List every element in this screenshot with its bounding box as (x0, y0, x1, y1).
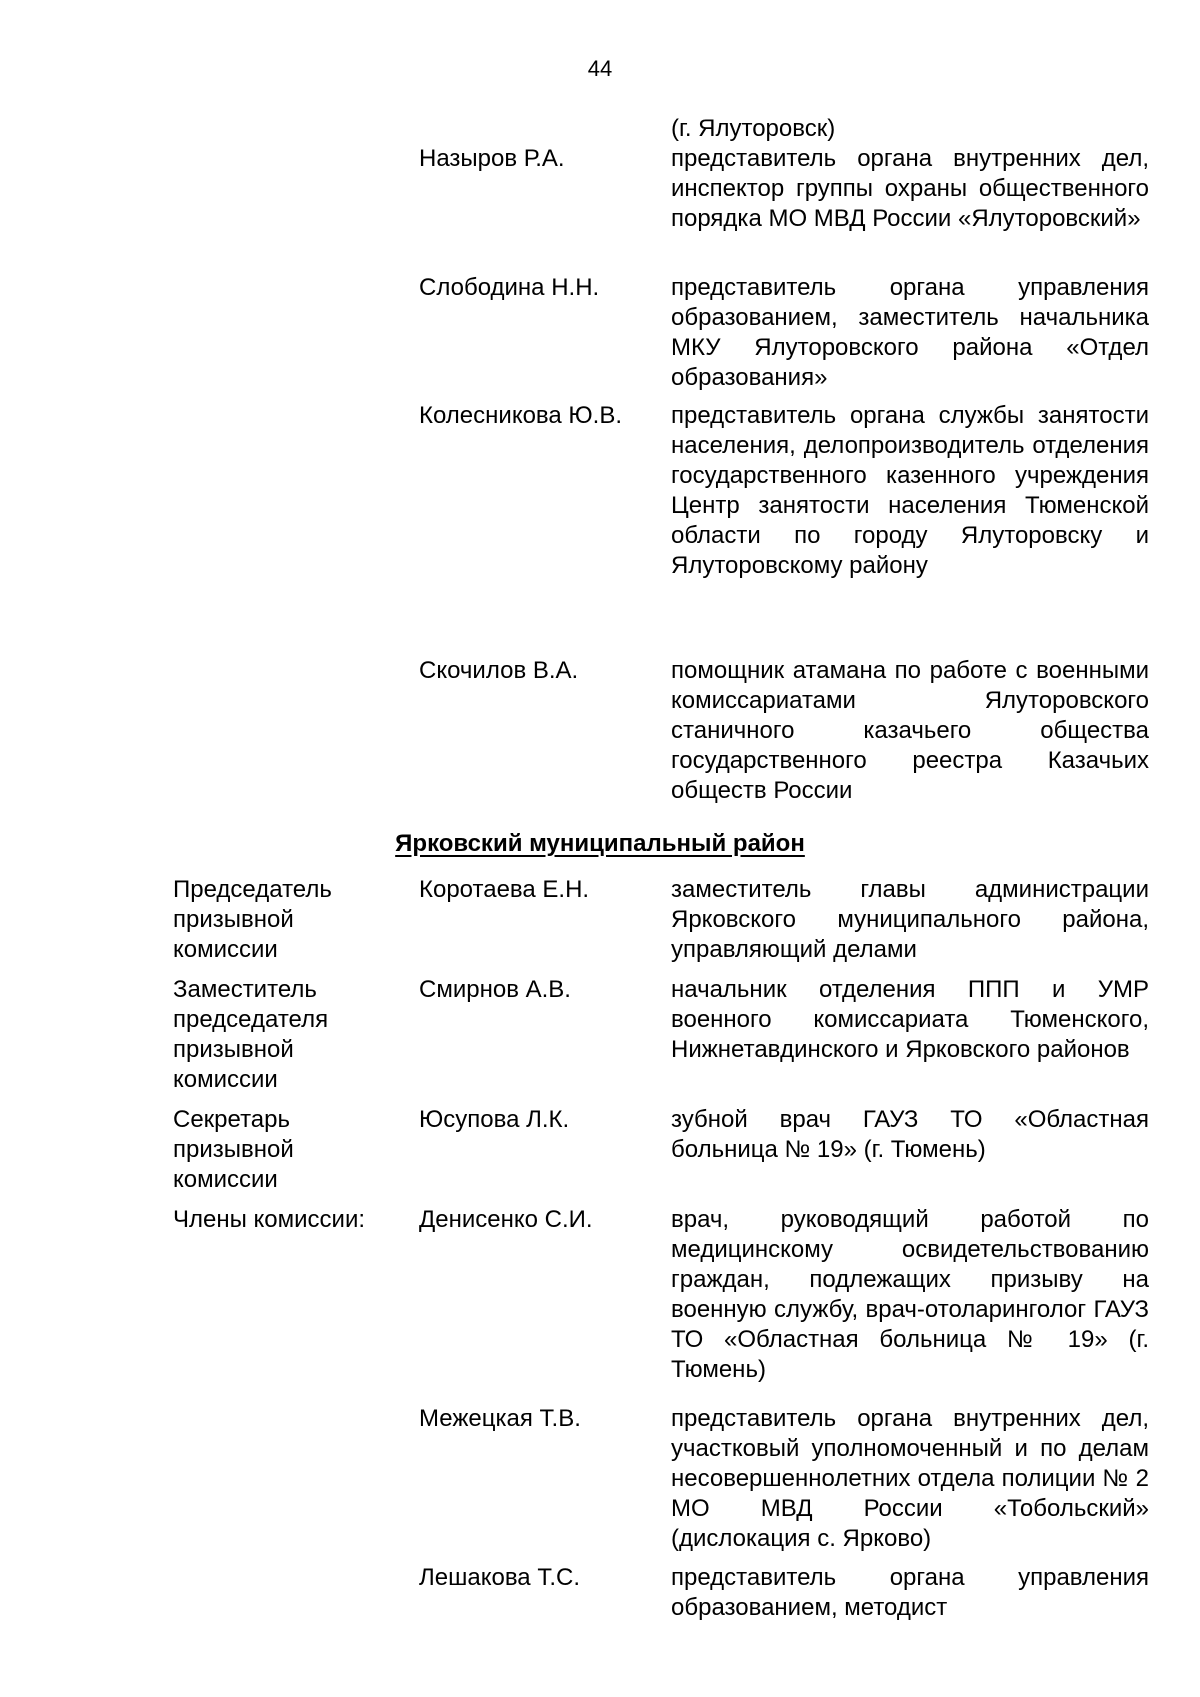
member-role: Члены комиссии: (173, 1206, 366, 1233)
member-description: помощник атамана по работе с военными комиссариатами Ялуторовского станичного казачьего общества государственного реестра Казачьих обществ России (671, 657, 1149, 804)
member-role: Заместитель председателя призывной комиссии (173, 976, 329, 1093)
member-description: начальник отделения ППП и УМР военного комиссариата Тюменского, Нижнетавдинского и Ярковского районов (671, 976, 1149, 1063)
member-name: Колесникова Ю.В. (419, 402, 623, 429)
member-description: врач, руководящий работой по медицинскому освидетельствованию граждан, подлежащих призыву на военную службу, врач-отоларинголог ГАУЗ ТО «Областная больница № 19» (г. Тюмень) (671, 1206, 1149, 1383)
section-heading: Ярковский муниципальный район (395, 830, 805, 857)
member-description: представитель органа управления образованием, заместитель начальника МКУ Ялуторовского района «Отдел образования» (671, 274, 1149, 391)
member-description: представитель органа внутренних дел, инспектор группы охраны общественного порядка МО МВД России «Ялуторовский» (671, 145, 1149, 232)
member-name: Юсупова Л.К. (419, 1106, 570, 1133)
member-description: представитель органа управления образованием, методист (671, 1564, 1149, 1621)
member-description: зубной врач ГАУЗ ТО «Областная больница № 19» (г. Тюмень) (671, 1106, 1149, 1163)
member-name: Назыров Р.А. (419, 145, 565, 172)
member-description: заместитель главы администрации Ярковского муниципального района, управляющий делами (671, 876, 1149, 963)
member-name: Межецкая Т.В. (419, 1405, 581, 1432)
member-name: Скочилов В.А. (419, 657, 579, 684)
member-name: Смирнов А.В. (419, 976, 571, 1003)
member-role: Секретарь призывной комиссии (173, 1106, 294, 1193)
member-name: Денисенко С.И. (419, 1206, 593, 1233)
member-description: представитель органа службы занятости населения, делопроизводитель отделения государственного казенного учреждения Центр занятости населения Тюменской области по городу Ялуторовску и Ялуторовскому району (671, 402, 1149, 579)
member-name: Слободина Н.Н. (419, 274, 600, 301)
member-description: представитель органа внутренних дел, участковый уполномоченный и по делам несовершеннолетних отдела полиции № 2 МО МВД России «Тобольский» (дислокация с. Ярково) (671, 1405, 1149, 1552)
member-name: Коротаева Е.Н. (419, 876, 590, 903)
member-name: Лешакова Т.С. (419, 1564, 580, 1591)
member-role: Председатель призывной комиссии (173, 876, 332, 963)
page-number: 44 (587, 56, 613, 81)
